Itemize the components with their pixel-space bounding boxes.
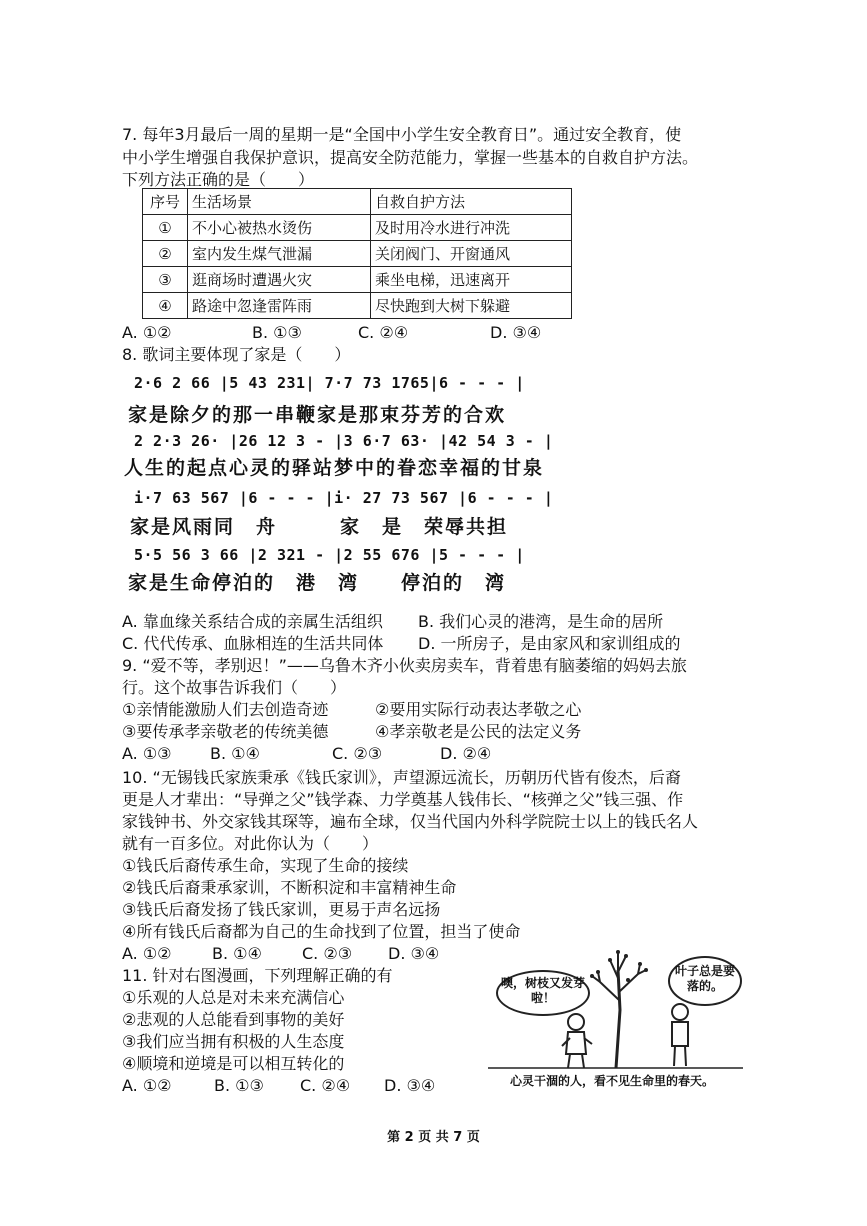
q9-item-4: ④孝亲敬老是公民的法定义务 — [375, 722, 582, 741]
q8-option-d[interactable]: D. 一所房子，是由家风和家训组成的 — [418, 634, 681, 653]
page-number: 第 2 页 共 7 页 — [387, 1130, 480, 1145]
q9-stem-line2: 行。这个故事告诉我们（ ） — [122, 678, 347, 697]
table-header-cell: 生活场景 — [188, 189, 371, 215]
q9-option-c[interactable]: C. ②③ — [332, 744, 383, 763]
q8-option-c[interactable]: C. 代代传承、血脉相连的生活共同体 — [122, 634, 384, 653]
q9-stem-line1: 9. “爱不等，孝别迟！”——乌鲁木齐小伙卖房卖车，背着患有脑萎缩的妈妈去旅 — [122, 656, 687, 675]
q11-option-b[interactable]: B. ①③ — [214, 1076, 264, 1095]
music-notation-line2: 2 2·3 26· |26 12 3 - |3 6·7 63· |42 54 3 - | — [134, 432, 554, 450]
speech-bubble-left: 噢，树枝又发芽啦！ — [496, 970, 590, 1016]
music-notation-line1: 2·6 2 66 |5 43 231| 7·7 73 1765|6 - - - | — [134, 374, 525, 392]
q10-option-a[interactable]: A. ①② — [122, 944, 172, 963]
table-header-cell: 自救自护方法 — [371, 189, 572, 215]
q9-options — [122, 743, 542, 765]
table-cell: 不小心被热水烫伤 — [188, 215, 371, 241]
q7-stem-line1: 7. 每年3月最后一周的星期一是“全国中小学生安全教育日”。通过安全教育，使 — [122, 125, 682, 144]
q10-stem-line3: 家钱钟书、外交家钱其琛等，遍布全球，仅当代国内外科学院院士以上的钱氏名人 — [122, 812, 699, 831]
q10-stem-line1: 10. “无锡钱氏家族秉承《钱氏家训》，声望源远流长，历朝历代皆有俊杰，后裔 — [122, 768, 681, 787]
q10-stem-line4: 就有一百多位。对此你认为（ ） — [122, 834, 379, 853]
q11-item-2: ②悲观的人总能看到事物的美好 — [122, 1010, 345, 1029]
q10-option-b[interactable]: B. ①④ — [212, 944, 262, 963]
q11-item-1: ①乐观的人总是对未来充满信心 — [122, 988, 345, 1007]
table-cell: 乘坐电梯，迅速离开 — [371, 267, 572, 293]
table-cell: 尽快跑到大树下躲避 — [371, 293, 572, 319]
q8-option-a[interactable]: A. 靠血缘关系结合成的亲属生活组织 — [122, 612, 383, 631]
table-row — [143, 293, 572, 319]
q11-option-d[interactable]: D. ③④ — [384, 1076, 436, 1095]
music-notation-line3: i·7 63 567 |6 - - - |i· 27 73 567 |6 - - - | — [134, 489, 554, 507]
q8-option-b[interactable]: B. 我们心灵的港湾，是生命的居所 — [418, 612, 664, 631]
table-row — [143, 267, 572, 293]
q10-item-1: ①钱氏后裔传承生命，实现了生命的接续 — [122, 856, 409, 875]
q10-item-4: ④所有钱氏后裔都为自己的生命找到了位置，担当了使命 — [122, 922, 521, 941]
table-header-cell: 序号 — [143, 189, 188, 215]
table-cell: 逛商场时遭遇火灾 — [188, 267, 371, 293]
table-cell: ② — [143, 241, 188, 267]
q11-stem: 11. 针对右图漫画，下列理解正确的有 — [122, 966, 393, 985]
q11-options — [122, 1075, 462, 1097]
table-header-row — [143, 189, 572, 215]
q7-option-a[interactable]: A. ①② — [122, 323, 172, 342]
q9-option-a[interactable]: A. ①③ — [122, 744, 172, 763]
cartoon-caption: 心灵干涸的人，看不见生命里的春天。 — [510, 1074, 715, 1088]
table-cell: ① — [143, 215, 188, 241]
q10-option-c[interactable]: C. ②③ — [302, 944, 353, 963]
q9-option-d[interactable]: D. ②④ — [440, 744, 492, 763]
lyrics-line3: 家是风雨同 舟 家 是 荣辱共担 — [130, 516, 509, 538]
table-cell: ④ — [143, 293, 188, 319]
table-row — [143, 241, 572, 267]
q7-option-d[interactable]: D. ③④ — [490, 323, 542, 342]
q9-item-1: ①亲情能激励人们去创造奇迹 — [122, 700, 329, 719]
q9-item-3: ③要传承孝亲敬老的传统美德 — [122, 722, 329, 741]
table-cell: 及时用冷水进行冲洗 — [371, 215, 572, 241]
q7-option-c[interactable]: C. ②④ — [358, 323, 409, 342]
q7-options — [122, 322, 622, 344]
q7-option-b[interactable]: B. ①③ — [252, 323, 302, 342]
table-cell: ③ — [143, 267, 188, 293]
table-cell: 路途中忽逢雷阵雨 — [188, 293, 371, 319]
q11-option-c[interactable]: C. ②④ — [300, 1076, 351, 1095]
speech-bubble-right: 叶子总是要落的。 — [668, 956, 742, 1006]
lyrics-line2: 人生的起点心灵的驿站梦中的眷恋幸福的甘泉 — [124, 457, 545, 479]
q9-option-b[interactable]: B. ①④ — [210, 744, 260, 763]
q7-table — [142, 188, 572, 319]
q9-item-2: ②要用实际行动表达孝敬之心 — [375, 700, 582, 719]
q7-stem-line3: 下列方法正确的是（ ） — [122, 170, 315, 189]
table-row — [143, 215, 572, 241]
q8-stem: 8. 歌词主要体现了家是（ ） — [122, 345, 351, 364]
q10-item-3: ③钱氏后裔发扬了钱氏家训，更易于声名远扬 — [122, 900, 441, 919]
music-notation-line4: 5·5 56 3 66 |2 321 - |2 55 676 |5 - - - | — [134, 546, 525, 564]
q11-option-a[interactable]: A. ①② — [122, 1076, 172, 1095]
cartoon — [488, 950, 743, 1090]
q7-stem-line2: 中小学生增强自我保护意识，提高安全防范能力，掌握一些基本的自救自护方法。 — [122, 148, 699, 167]
lyrics-line1: 家是除夕的那一串鞭家是那束芬芳的合欢 — [128, 404, 507, 426]
q10-stem-line2: 更是人才辈出：“导弹之父”钱学森、力学奠基人钱伟长、“核弹之父”钱三强、作 — [122, 790, 684, 809]
table-cell: 关闭阀门、开窗通风 — [371, 241, 572, 267]
q11-item-3: ③我们应当拥有积极的人生态度 — [122, 1032, 345, 1051]
q10-option-d[interactable]: D. ③④ — [388, 944, 440, 963]
lyrics-line4: 家是生命停泊的 港 湾 停泊的 湾 — [128, 572, 507, 594]
q11-item-4: ④顺境和逆境是可以相互转化的 — [122, 1054, 345, 1073]
q10-options — [122, 943, 462, 965]
q10-item-2: ②钱氏后裔秉承家训，不断积淀和丰富精神生命 — [122, 878, 457, 897]
table-cell: 室内发生煤气泄漏 — [188, 241, 371, 267]
